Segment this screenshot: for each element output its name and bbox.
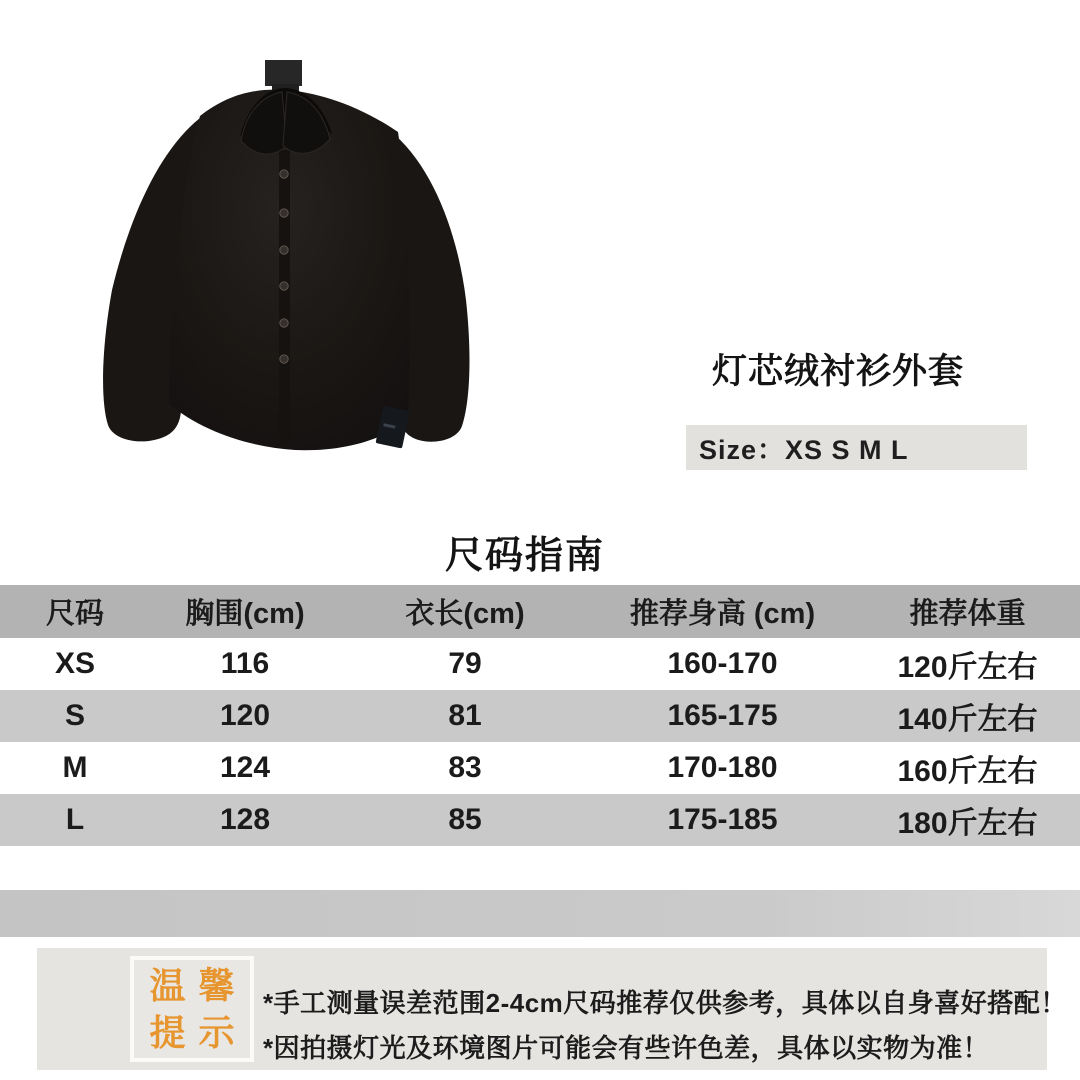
cell-size: XS (54, 647, 96, 680)
col-header-length: 衣长(cm) (405, 598, 525, 630)
col-header-size: 尺码 (45, 598, 104, 630)
warm-tips-section (37, 948, 1067, 1070)
shirt-placket (279, 150, 290, 445)
product-title: 灯芯绒衬衫外套 (712, 352, 965, 391)
table-row (0, 794, 1080, 846)
size-options-bar (686, 425, 1027, 470)
warm-tips-badge-line1: 温馨 (149, 965, 248, 1006)
cell-chest: 116 (220, 647, 270, 680)
table-row (0, 690, 1080, 742)
divider-band (0, 890, 1080, 937)
hanger-block (265, 60, 302, 86)
cell-height: 165-175 (667, 699, 778, 732)
cell-weight: 160斤左右 (897, 755, 1038, 788)
cell-height: 170-180 (667, 751, 778, 784)
cell-size: S (64, 699, 85, 732)
cell-weight: 140斤左右 (897, 703, 1038, 736)
col-header-weight: 推荐体重 (909, 598, 1026, 630)
cell-length: 79 (448, 647, 482, 680)
warm-tips-line2: *因拍摄灯光及环境图片可能会有些许色差，具体以实物为准！ (263, 1033, 990, 1063)
table-row (0, 638, 1080, 690)
size-guide-title: 尺码指南 (444, 535, 605, 577)
table-row (0, 742, 1080, 794)
product-photo (60, 0, 540, 520)
cell-length: 81 (448, 699, 482, 732)
cell-length: 83 (448, 751, 482, 784)
cell-weight: 120斤左右 (897, 651, 1038, 684)
cell-size: M (62, 751, 88, 784)
cell-chest: 124 (219, 751, 271, 784)
cell-chest: 128 (219, 803, 271, 836)
warm-tips-text (263, 981, 1067, 1071)
warm-tips-badge (130, 956, 254, 1062)
size-table (0, 585, 1080, 846)
cell-length: 85 (448, 803, 482, 836)
cell-size: L (65, 803, 85, 836)
warm-tips-badge-line2: 提示 (149, 1012, 248, 1053)
col-header-height: 推荐身高 (cm) (629, 598, 816, 630)
cell-weight: 180斤左右 (897, 807, 1038, 840)
size-options-label: Size：XS S M L (699, 435, 909, 465)
cell-chest: 120 (219, 699, 271, 732)
warm-tips-line1: *手工测量误差范围2-4cm尺码推荐仅供参考，具体以自身喜好搭配！ (263, 988, 1067, 1018)
cell-height: 175-185 (667, 803, 778, 836)
size-table-header-row (0, 585, 1080, 638)
col-header-chest: 胸围(cm) (185, 598, 305, 630)
cell-height: 160-170 (667, 647, 778, 680)
